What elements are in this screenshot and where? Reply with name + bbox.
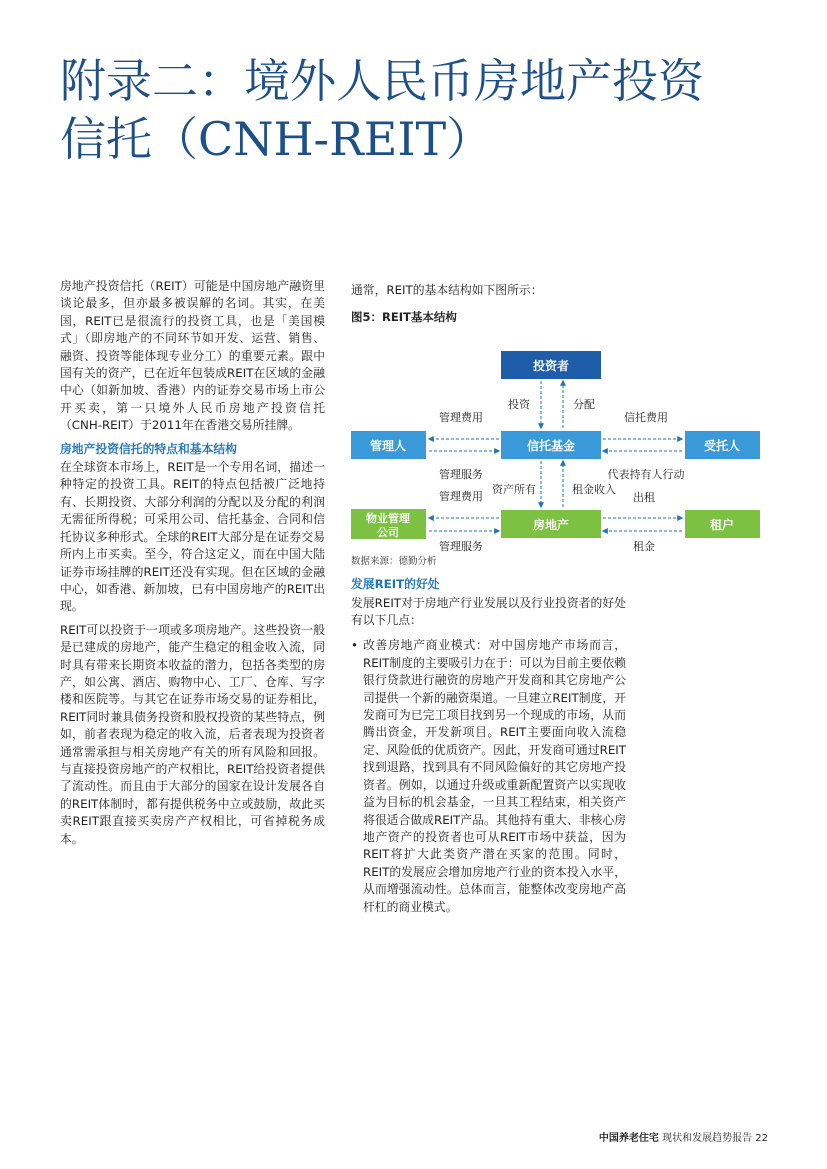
footer-report-subtitle: 现状和发展趋势报告	[662, 1133, 753, 1144]
box-property-management-label-2: 公司	[377, 525, 399, 539]
label-management-service-bottom: 管理服务	[439, 539, 483, 553]
subheading-benefits: 发展REIT的好处	[351, 577, 440, 592]
page-number: 22	[755, 1133, 768, 1144]
label-management-fee-top: 管理费用	[439, 410, 483, 424]
paragraph-investment: REIT可以投资于一项或多项房地产。这些投资一般是已建成的房地产，能产生稳定的租金收入流，同时具有带来长期资本收益的潜力，包括各类型的房产，如公寓、酒店、购物中心、工厂、仓库、写字楼和医院等。与其它在证券市场交易的证券相比，REIT同时兼具债务投资和股权投资的某些特点，例如，前者表现为稳定的收入流，后者表现为投资者通常需承担与相关房地产有关的所有风险和回报。与直接投资房地产的产权相比，REIT给投资者提供了流动性。而且由于大部分的国家在设计发展各自的REIT体制时，都有提供税务中立或鼓励，故此买卖REIT跟直接买卖房产产权相比，可省掉税务成本。	[60, 622, 325, 846]
page-footer	[599, 1129, 768, 1144]
paragraph-diagram-intro: 通常，REIT的基本结构如下图所示：	[351, 283, 543, 297]
box-investor-label: 投资者	[532, 358, 570, 373]
paragraph-intro: 房地产投资信托（REIT）可能是中国房地产融资里谈论最多，但亦最多被误解的名词。其实，在美国，REIT已是很流行的投资工具，也是「美国模式」（即房地产的不同环节如开发、运营、销售、融资、投资等能体现专业分工）的重要元素。跟中国有关的资产，已在近年包装成REIT在区域的金融中心（如新加坡、香港）内的证券交易市场上市公开买卖，第一只境外人民币房地产投资信托（CNH-REIT）于2011年在香港交易所挂牌。	[60, 279, 325, 433]
label-rent-income: 租金收入	[572, 482, 616, 496]
label-on-behalf: 代表持有人行动	[607, 467, 685, 481]
subheading-features: 房地产投资信托的特点和基本结构	[60, 441, 237, 456]
bullet-text: 改善房地产商业模式：对中国房地产市场而言，REIT制度的主要吸引力在于：可以为目前主要依赖银行贷款进行融资的房地产开发商和其它房地产公司提供一个新的融资渠道。一旦建立REIT制度，开发商可为已完工项目找到另一个现成的市场，从而腾出资金，开发新项目。REIT主要面向收入流稳定、风险低的优质资产。因此，开发商可通过REIT找到退路，找到具有不同风险偏好的其它房地产投资者。例如，以通过升级或重新配置资产以实现收益为目标的机会基金，一旦其工程结束，相关资产将很适合做成REIT产品。其他持有重大、非核心房地产资产的投资者也可从REIT市场中获益，因为REIT将扩大此类资产潜在买家的范围。同时，REIT的发展应会增加房地产行业的资本投入水平，从而增强流动性。总体而言，能整体改变房地产高杆杠的商业模式。	[363, 638, 626, 914]
label-management-fee-low: 管理费用	[439, 489, 483, 503]
box-property-label: 房地产	[532, 517, 570, 532]
box-trustee-label: 受托人	[703, 438, 741, 453]
box-manager-label: 管理人	[369, 438, 407, 453]
box-property-management-label-1: 物业管理	[366, 511, 410, 525]
title-line-1: 附录二：境外人民币房地产投资	[60, 54, 704, 108]
label-management-service-mid: 管理服务	[439, 467, 483, 481]
right-column	[351, 282, 741, 916]
box-tenant-label: 租户	[709, 517, 735, 532]
page-title	[60, 52, 780, 168]
paragraph-benefits-intro: 发展REIT对于房地产行业发展以及行业投资者的好处有以下几点：	[351, 595, 626, 628]
bullet-marker: •	[351, 638, 358, 653]
box-trust-label: 信托基金	[526, 438, 576, 453]
reit-structure-diagram	[351, 333, 781, 553]
title-line-2: 信托（CNH-REIT）	[60, 112, 493, 166]
list-item	[351, 637, 626, 916]
figure-title: 图5：REIT基本结构	[351, 310, 457, 325]
label-invest: 投资	[508, 397, 530, 411]
figure-source: 数据来源：德勤分析	[351, 555, 437, 567]
footer-report-name: 中国养老住宅	[598, 1133, 659, 1144]
label-asset-owned: 资产所有	[492, 482, 536, 496]
left-column	[60, 278, 325, 854]
label-trust-fee: 信托费用	[624, 410, 668, 424]
label-lease-out: 出租	[633, 490, 655, 504]
paragraph-features: 在全球资本市场上，REIT是一个专用名词，描述一种特定的投资工具。REIT的特点包括被广泛地持有、长期投资、大部分利润的分配以及分配的利润无需征所得税；可采用公司、信托基金、合同和信托协议多种形式。全球的REIT大部分是在证券交易所内上市买卖。至今，符合这定义，而在中国大陆证券市场挂牌的REIT还没有实现。但在区域的金融中心，如香港、新加坡，已有中国房地产的REIT出现。	[60, 460, 325, 614]
label-distribute: 分配	[573, 397, 595, 411]
label-rent: 租金	[633, 539, 655, 553]
